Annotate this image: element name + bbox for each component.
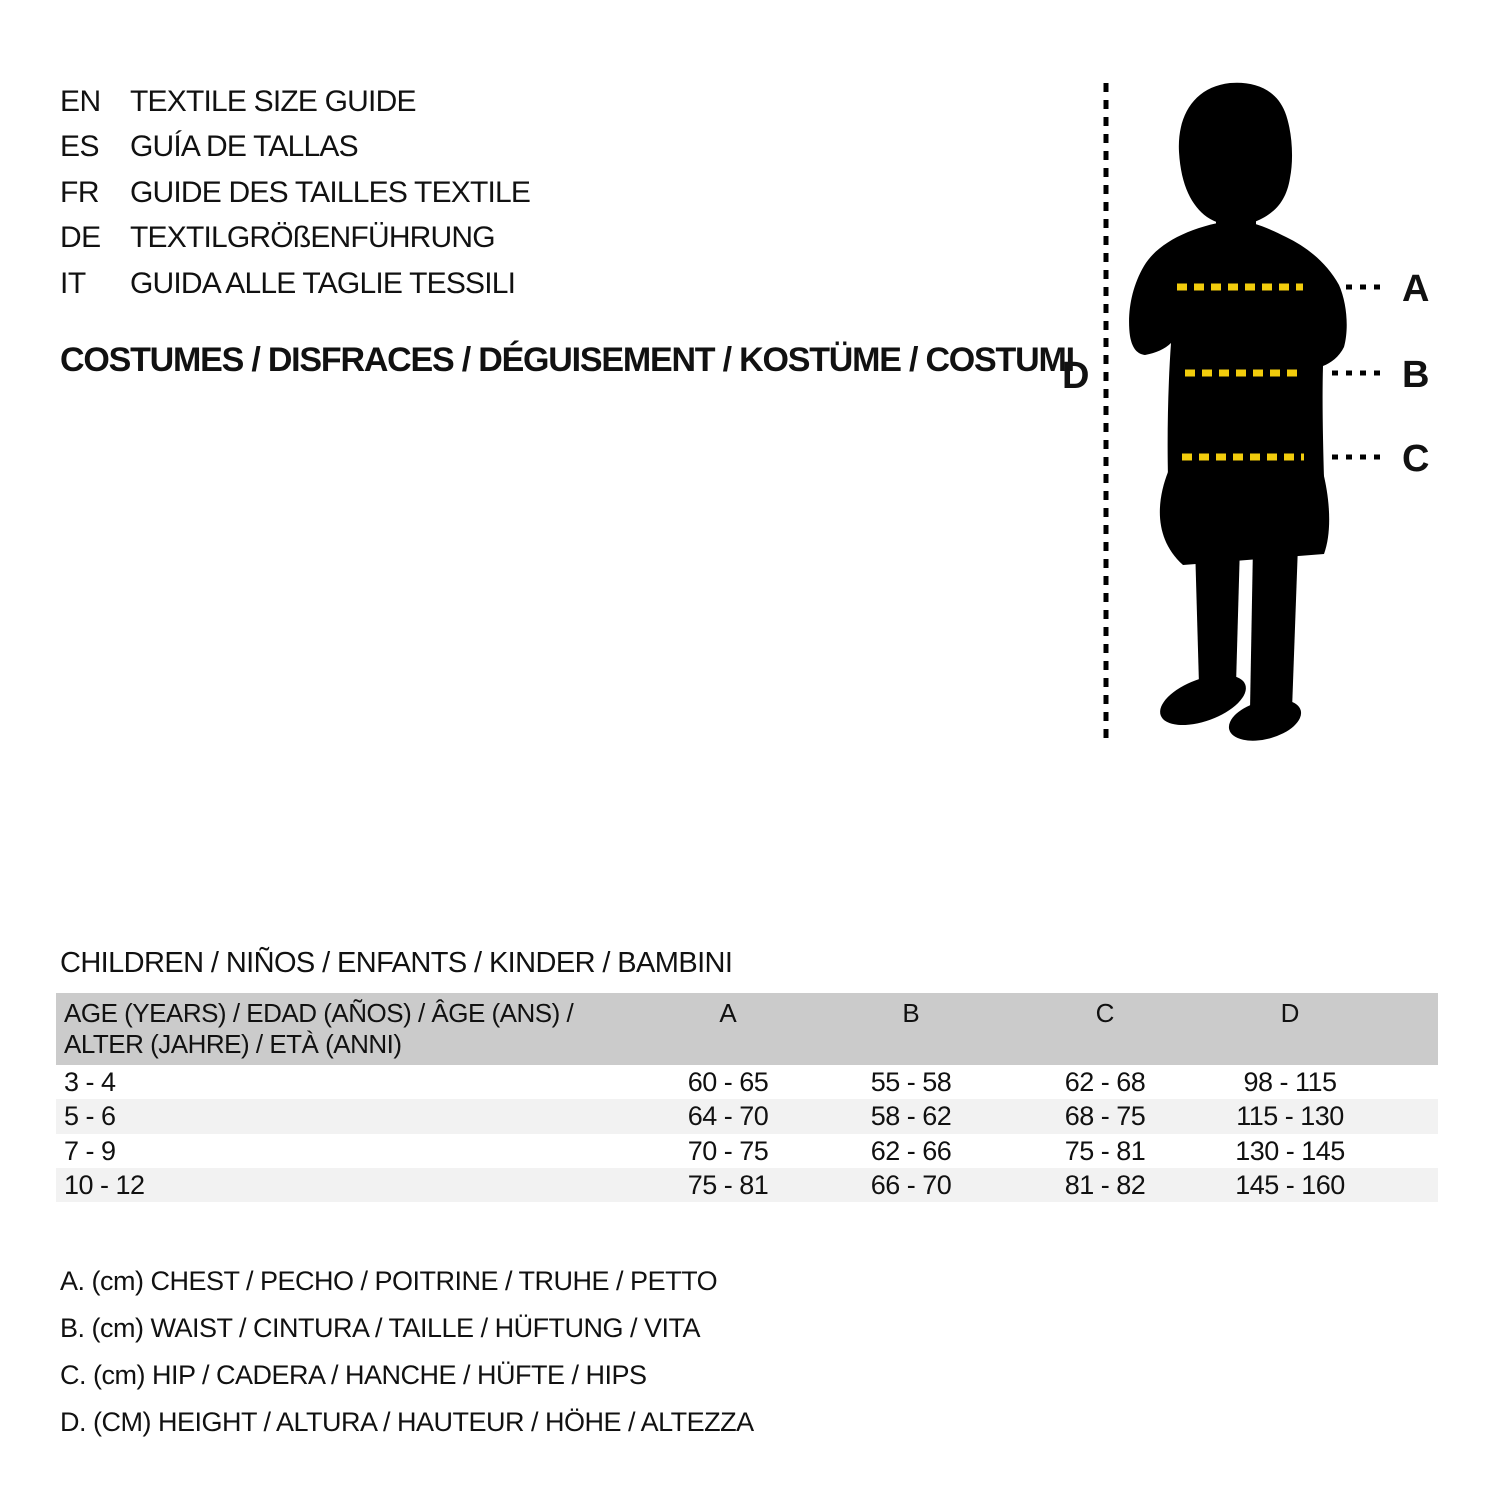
size-table — [56, 993, 1438, 1202]
legend-height: D. (CM) HEIGHT / ALTURA / HAUTEUR / HÖHE / ALTEZZA — [60, 1407, 754, 1437]
table-row — [56, 1168, 1438, 1202]
chest-cell: 64 - 70 — [687, 1101, 769, 1132]
hip-cell: 62 - 68 — [1064, 1067, 1146, 1097]
language-code: DE — [60, 221, 101, 255]
silhouette-torso — [1129, 220, 1347, 478]
table-row — [56, 1099, 1438, 1133]
figure-label-height: D — [1062, 355, 1090, 397]
waist-cell: 55 - 58 — [870, 1067, 952, 1097]
table-row — [56, 1134, 1438, 1168]
language-list — [60, 79, 680, 307]
age-cell: 7 - 9 — [64, 1135, 116, 1166]
language-code: IT — [60, 266, 86, 300]
language-code: ES — [60, 130, 100, 164]
language-code: FR — [60, 175, 99, 209]
language-title: GUÍA DE TALLAS — [130, 130, 358, 164]
age-header-line1: AGE (YEARS) / EDAD (AÑOS) / ÂGE (ANS) / — [64, 998, 574, 1028]
column-header-d: D — [1280, 998, 1300, 1028]
measurement-legend — [60, 1258, 860, 1446]
section-title-children: CHILDREN / NIÑOS / ENFANTS / KINDER / BAMBINI — [60, 947, 733, 979]
height-cell: 98 - 115 — [1243, 1067, 1337, 1097]
figure-label-hip: C — [1402, 438, 1430, 480]
hip-cell: 81 - 82 — [1064, 1169, 1146, 1200]
column-header-c: C — [1095, 998, 1115, 1028]
silhouette-shorts — [1160, 472, 1329, 565]
language-title: TEXTILGRÖßENFÜHRUNG — [130, 221, 495, 255]
chest-cell: 75 - 81 — [687, 1169, 769, 1200]
height-cell: 145 - 160 — [1235, 1169, 1345, 1200]
language-row-es — [60, 125, 680, 171]
height-cell: 115 - 130 — [1236, 1101, 1344, 1132]
table-row — [56, 1065, 1438, 1099]
silhouette-left-leg — [1195, 545, 1240, 685]
age-cell: 5 - 6 — [64, 1101, 116, 1132]
language-row-it — [60, 261, 680, 307]
category-title: COSTUMES / DISFRACES / DÉGUISEMENT / KOSTÜME / COSTUMI — [60, 341, 1074, 379]
silhouette-right-leg — [1250, 545, 1298, 710]
language-title: TEXTILE SIZE GUIDE — [130, 84, 416, 118]
age-cell: 10 - 12 — [64, 1169, 145, 1200]
language-row-fr — [60, 170, 680, 216]
legend-hip: C. (cm) HIP / CADERA / HANCHE / HÜFTE / HIPS — [60, 1360, 647, 1390]
column-header-b: B — [902, 998, 920, 1028]
age-header-line2: ALTER (JAHRE) / ETÀ (ANNI) — [64, 1029, 402, 1059]
chest-cell: 70 - 75 — [687, 1135, 769, 1166]
waist-cell: 58 - 62 — [870, 1101, 952, 1132]
size-figure — [1040, 70, 1500, 750]
waist-cell: 62 - 66 — [870, 1135, 952, 1166]
age-column-header — [64, 998, 573, 1060]
column-header-a: A — [719, 998, 737, 1028]
figure-label-waist: B — [1402, 354, 1430, 396]
language-row-en — [60, 79, 680, 125]
language-title: GUIDE DES TAILLES TEXTILE — [130, 175, 531, 209]
legend-chest: A. (cm) CHEST / PECHO / POITRINE / TRUHE / PETTO — [60, 1266, 718, 1296]
age-cell: 3 - 4 — [64, 1067, 116, 1097]
figure-label-chest: A — [1402, 268, 1430, 310]
waist-cell: 66 - 70 — [870, 1169, 952, 1200]
size-table-header — [56, 993, 1438, 1065]
chest-cell: 60 - 65 — [687, 1067, 769, 1097]
hip-cell: 68 - 75 — [1064, 1101, 1146, 1132]
legend-waist: B. (cm) WAIST / CINTURA / TAILLE / HÜFTUNG / VITA — [60, 1313, 701, 1343]
child-silhouette-icon — [1129, 83, 1347, 748]
language-code: EN — [60, 84, 101, 118]
language-title: GUIDA ALLE TAGLIE TESSILI — [130, 266, 516, 300]
language-row-de — [60, 216, 680, 262]
height-cell: 130 - 145 — [1235, 1135, 1345, 1166]
hip-cell: 75 - 81 — [1064, 1135, 1146, 1166]
